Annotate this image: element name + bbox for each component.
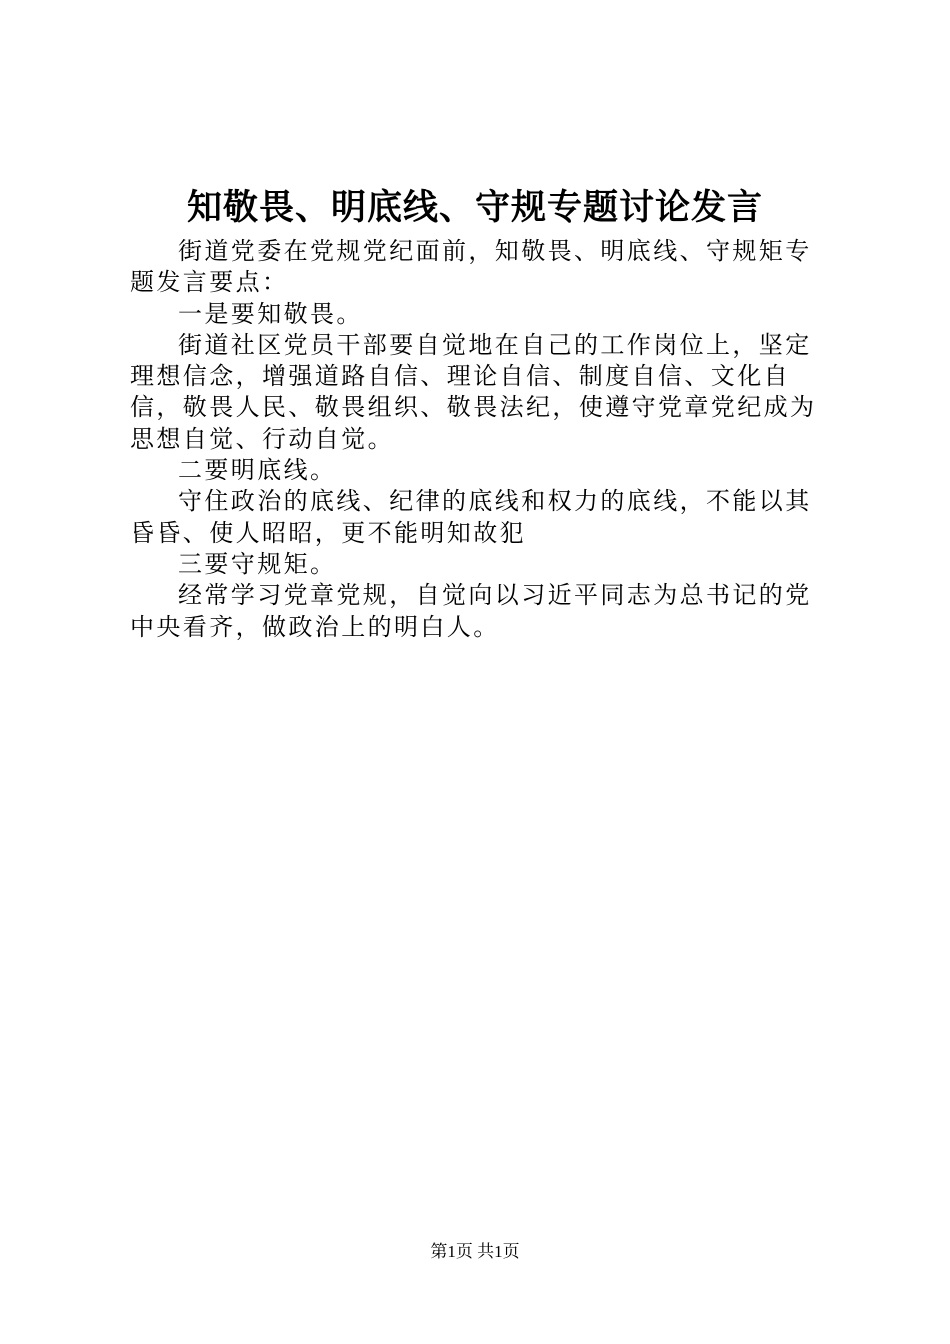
paragraph-heading-2: 二要明底线。 bbox=[178, 456, 337, 485]
paragraph-body-3: 经常学习党章党规，自觉向以习近平同志为总书记的党中央看齐，做政治上的明白人。 bbox=[130, 581, 812, 641]
document-body bbox=[130, 236, 836, 643]
page-footer: 第1页 共1页 bbox=[430, 1242, 520, 1261]
paragraph-body-2: 守住政治的底线、纪律的底线和权力的底线，不能以其昏昏、使人昭昭，更不能明知故犯 bbox=[130, 487, 812, 547]
paragraph-heading-3: 三要守规矩。 bbox=[178, 549, 337, 578]
document-title: 知敬畏、明底线、守规专题讨论发言 bbox=[186, 187, 763, 228]
paragraph-body-1: 街道社区党员干部要自觉地在自己的工作岗位上，坚定理想信念，增强道路自信、理论自信、制度自信、文化自信，敬畏人民、敬畏组织、敬畏法纪，使遵守党章党纪成为思想自觉、行动自觉。 bbox=[130, 330, 817, 453]
paragraph-intro: 街道党委在党规党纪面前，知敬畏、明底线、守规矩专题发言要点： bbox=[130, 237, 812, 297]
paragraph-heading-1: 一是要知敬畏。 bbox=[178, 299, 363, 328]
